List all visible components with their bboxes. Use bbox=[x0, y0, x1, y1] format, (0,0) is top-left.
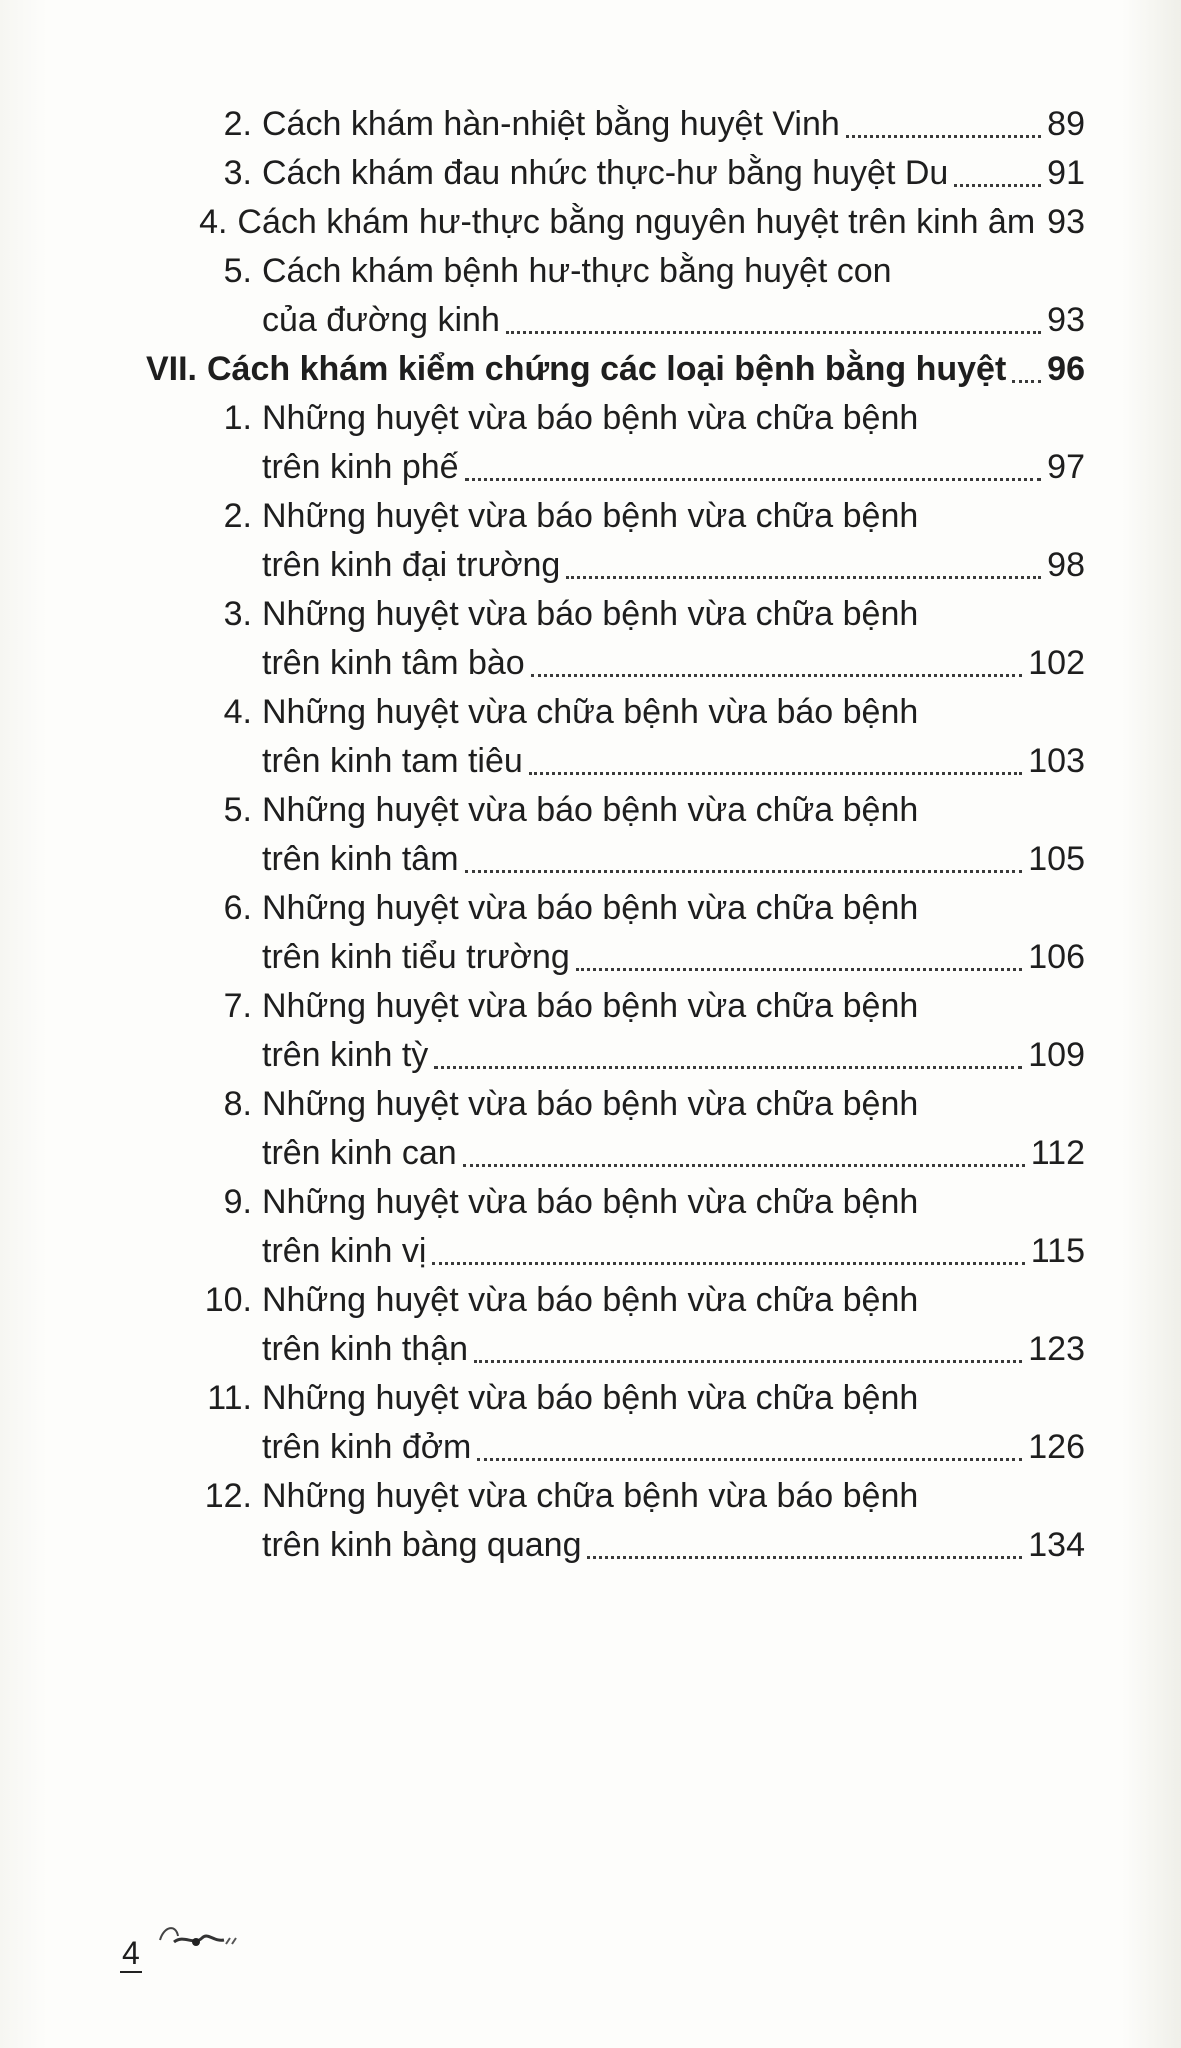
toc-title: trên kinh tỳ bbox=[262, 1036, 429, 1074]
dot-leader bbox=[566, 548, 1041, 579]
toc-entry bbox=[0, 100, 1181, 148]
toc-entry bbox=[0, 247, 1181, 344]
toc-entry bbox=[0, 688, 1181, 785]
toc-title: Những huyệt vừa chữa bệnh vừa báo bệnh bbox=[262, 1477, 919, 1515]
toc-page-number: 103 bbox=[1028, 742, 1085, 780]
toc-number: 6. bbox=[223, 889, 252, 927]
page-number: 4 bbox=[122, 1935, 140, 1971]
toc-title: Cách khám đau nhức thực-hư bằng huyệt Du bbox=[262, 154, 949, 192]
toc-page-number: 123 bbox=[1028, 1330, 1085, 1368]
toc-page-number: 98 bbox=[1047, 546, 1085, 584]
toc-entry bbox=[0, 1276, 1181, 1373]
toc-entry bbox=[0, 149, 1181, 197]
toc-title: Những huyệt vừa báo bệnh vừa chữa bệnh bbox=[262, 1183, 919, 1221]
toc-page-number: 91 bbox=[1047, 154, 1085, 192]
toc-number: 12. bbox=[204, 1477, 252, 1515]
toc-entry bbox=[0, 394, 1181, 491]
toc-entry bbox=[0, 1472, 1181, 1569]
toc-title: trên kinh vị bbox=[262, 1232, 427, 1270]
toc-title: trên kinh đại trường bbox=[262, 546, 561, 584]
toc-title: Những huyệt vừa chữa bệnh vừa báo bệnh bbox=[262, 693, 919, 731]
dot-leader bbox=[474, 1332, 1022, 1363]
toc-number: 9. bbox=[223, 1183, 252, 1221]
toc-entry bbox=[0, 198, 1181, 246]
toc-title: Những huyệt vừa báo bệnh vừa chữa bệnh bbox=[262, 1379, 919, 1417]
toc-title: Những huyệt vừa báo bệnh vừa chữa bệnh bbox=[262, 987, 919, 1025]
toc-title: Cách khám hàn-nhiệt bằng huyệt Vinh bbox=[262, 105, 840, 143]
toc-title: Những huyệt vừa báo bệnh vừa chữa bệnh bbox=[262, 791, 919, 829]
toc-page-number: 93 bbox=[1047, 301, 1085, 339]
toc-page-number: 89 bbox=[1047, 105, 1085, 143]
toc-number: 4. bbox=[199, 203, 228, 241]
toc-entry bbox=[0, 786, 1181, 883]
dot-leader bbox=[465, 450, 1042, 481]
dot-leader bbox=[432, 1234, 1024, 1265]
toc-page-number: 105 bbox=[1028, 840, 1085, 878]
toc-number: 5. bbox=[223, 791, 252, 829]
toc-number: 3. bbox=[223, 154, 252, 192]
toc-entry bbox=[0, 492, 1181, 589]
dot-leader bbox=[477, 1430, 1022, 1461]
toc-title: của đường kinh bbox=[262, 301, 500, 339]
dot-leader bbox=[529, 744, 1022, 775]
toc-number: 1. bbox=[223, 399, 252, 437]
toc-number: VII. bbox=[145, 350, 197, 388]
toc-page-number: 106 bbox=[1028, 938, 1085, 976]
toc-number: 3. bbox=[223, 595, 252, 633]
toc-number: 7. bbox=[223, 987, 252, 1025]
toc-number: 4. bbox=[223, 693, 252, 731]
toc-title: Những huyệt vừa báo bệnh vừa chữa bệnh bbox=[262, 1085, 919, 1123]
ornament-icon bbox=[150, 1918, 250, 1958]
toc-title: trên kinh can bbox=[262, 1134, 457, 1172]
dot-leader bbox=[531, 646, 1023, 677]
dot-leader bbox=[506, 303, 1041, 334]
toc-page-number: 134 bbox=[1028, 1526, 1085, 1564]
toc-page-number: 109 bbox=[1028, 1036, 1085, 1074]
toc-page-number: 97 bbox=[1047, 448, 1085, 486]
toc-title: trên kinh thận bbox=[262, 1330, 469, 1368]
toc-page-number: 115 bbox=[1030, 1232, 1085, 1270]
toc-number: 2. bbox=[223, 497, 252, 535]
dot-leader bbox=[1012, 352, 1041, 383]
toc-title: Cách khám bệnh hư-thực bằng huyệt con bbox=[262, 252, 892, 290]
toc-title: trên kinh tiểu trường bbox=[262, 938, 570, 976]
toc-page-number: 112 bbox=[1030, 1134, 1085, 1172]
toc-page-number: 102 bbox=[1028, 644, 1085, 682]
toc-number: 10. bbox=[204, 1281, 252, 1319]
toc-entry bbox=[0, 884, 1181, 981]
toc-entry bbox=[0, 982, 1181, 1079]
dot-leader bbox=[463, 1136, 1025, 1167]
toc-entry bbox=[0, 1080, 1181, 1177]
toc-title: Những huyệt vừa báo bệnh vừa chữa bệnh bbox=[262, 497, 919, 535]
dot-leader bbox=[954, 156, 1041, 187]
toc-page-number: 126 bbox=[1028, 1428, 1085, 1466]
toc-title: trên kinh đởm bbox=[262, 1428, 472, 1466]
toc-number: 11. bbox=[207, 1379, 252, 1417]
toc-title: trên kinh phế bbox=[262, 448, 459, 486]
table-of-contents bbox=[0, 100, 1181, 1570]
toc-title: Cách khám kiểm chứng các loại bệnh bằng huyệt bbox=[207, 350, 1007, 388]
dot-leader bbox=[465, 842, 1023, 873]
toc-number: 5. bbox=[223, 252, 252, 290]
dot-leader bbox=[434, 1038, 1022, 1069]
toc-entry bbox=[0, 1374, 1181, 1471]
toc-entry bbox=[0, 1178, 1181, 1275]
dot-leader bbox=[846, 107, 1041, 138]
toc-page-number: 96 bbox=[1047, 350, 1085, 388]
toc-title: Những huyệt vừa báo bệnh vừa chữa bệnh bbox=[262, 1281, 919, 1319]
toc-number: 2. bbox=[223, 105, 252, 143]
toc-title: trên kinh tam tiêu bbox=[262, 742, 523, 780]
toc-title: trên kinh tâm bào bbox=[262, 644, 525, 682]
dot-leader bbox=[587, 1528, 1022, 1559]
toc-page-number: 93 bbox=[1047, 203, 1085, 241]
toc-title: Những huyệt vừa báo bệnh vừa chữa bệnh bbox=[262, 889, 919, 927]
toc-number: 8. bbox=[223, 1085, 252, 1123]
dot-leader bbox=[576, 940, 1023, 971]
toc-title: trên kinh bàng quang bbox=[262, 1526, 582, 1564]
toc-title: Những huyệt vừa báo bệnh vừa chữa bệnh bbox=[262, 399, 919, 437]
toc-title: Những huyệt vừa báo bệnh vừa chữa bệnh bbox=[262, 595, 919, 633]
toc-title: Cách khám hư-thực bằng nguyên huyệt trên kinh âm bbox=[237, 203, 1036, 241]
toc-section bbox=[0, 345, 1181, 393]
toc-entry bbox=[0, 590, 1181, 687]
toc-title: trên kinh tâm bbox=[262, 840, 459, 878]
